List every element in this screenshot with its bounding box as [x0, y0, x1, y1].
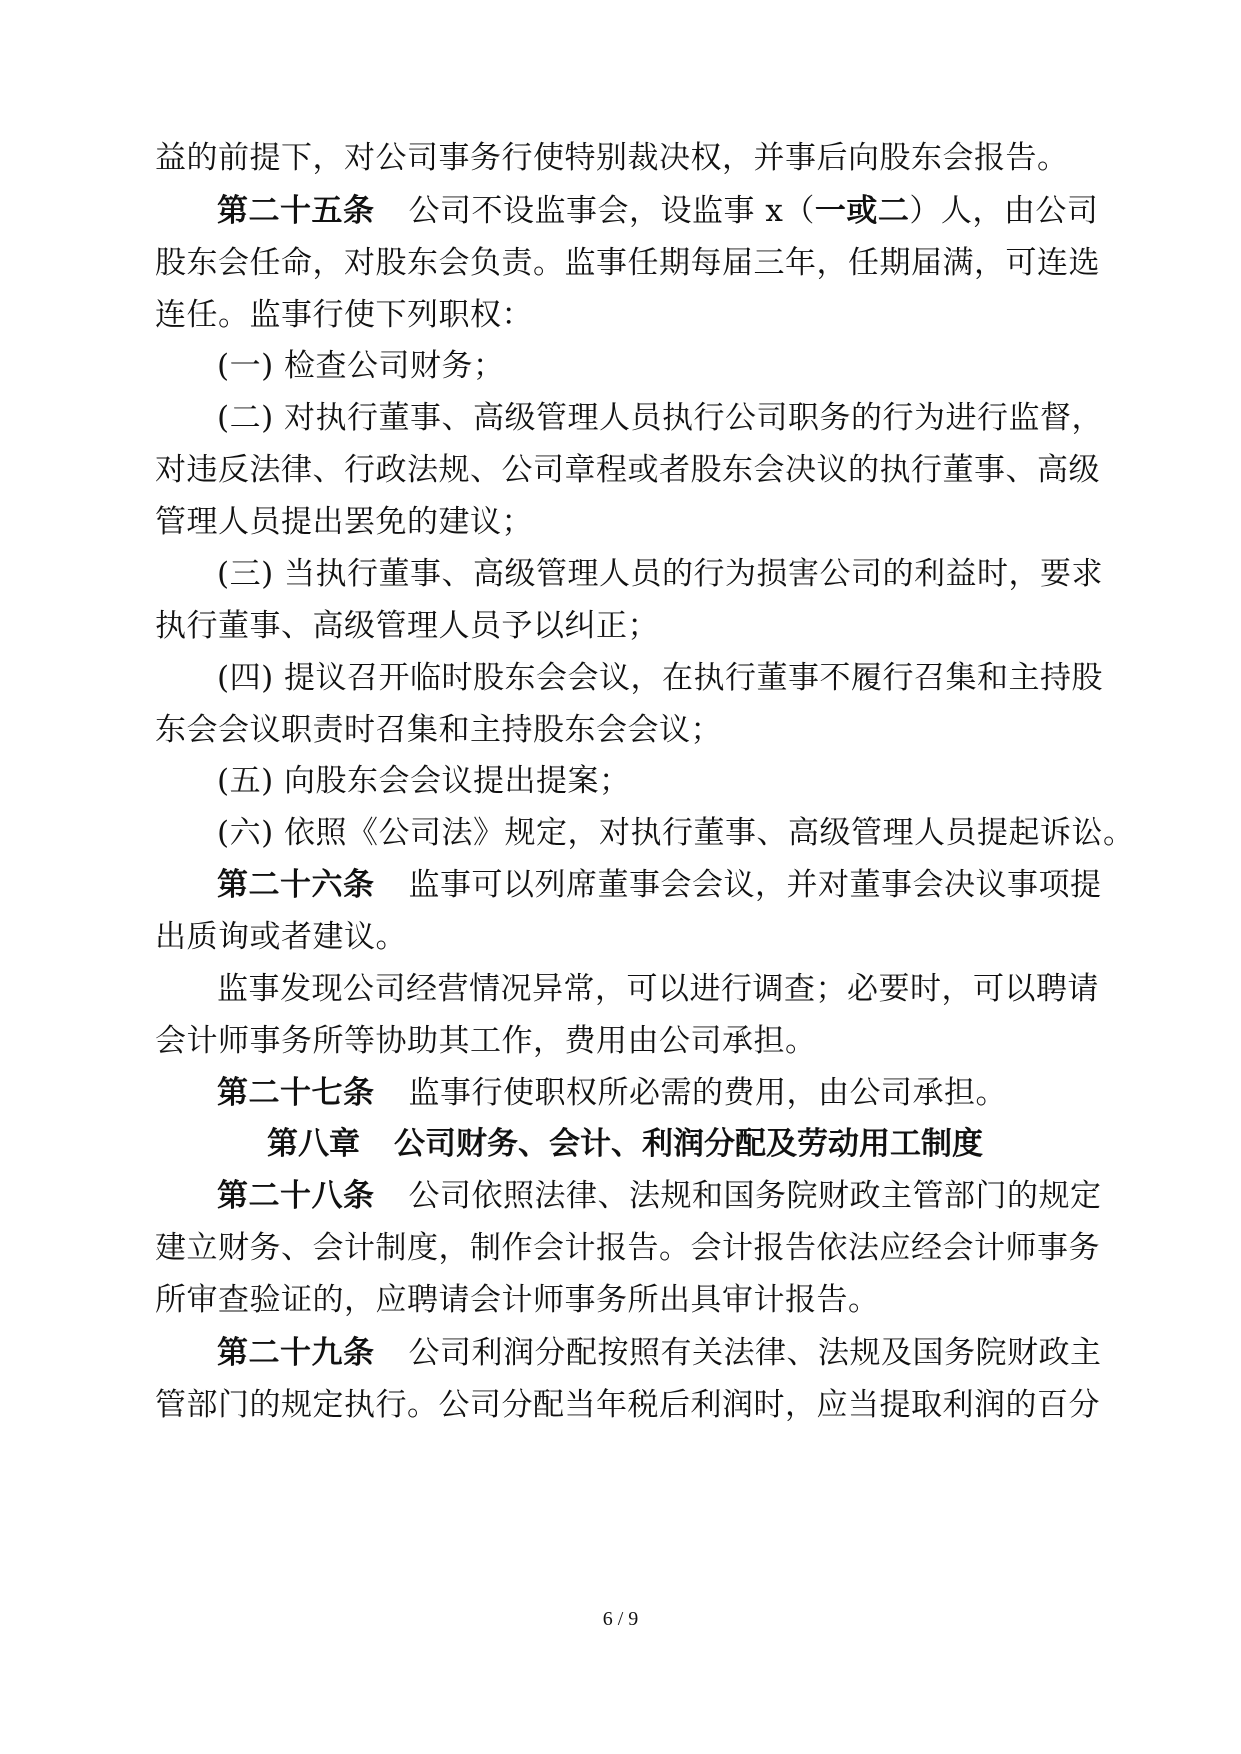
chapter-heading — [155, 1124, 1095, 1164]
text-line: 连任。监事行使下列职权： — [155, 297, 533, 333]
article-28-line-1: 第二十八条 公司依照法律、法规和国务院财政主管部门的规定 — [217, 1178, 1102, 1214]
list-item: (二) 对执行董事、高级管理人员执行公司职务的行为进行监督， — [217, 400, 1104, 436]
text-line: 益的前提下，对公司事务行使特别裁决权，并事后向股东会报告。 — [155, 140, 1069, 176]
article-26-line-1: 第二十六条 监事可以列席董事会会议，并对董事会决议事项提 — [217, 867, 1102, 903]
text-line: 管部门的规定执行。公司分配当年税后利润时，应当提取利润的百分 — [155, 1387, 1100, 1423]
text-line: 管理人员提出罢免的建议； — [155, 504, 533, 540]
list-item: (一) 检查公司财务； — [217, 348, 505, 384]
text-line: 股东会任命，对股东会负责。监事任期每届三年，任期届满，可连选 — [155, 245, 1100, 281]
chapter-title: 公司财务、会计、利润分配及劳动用工制度 — [394, 1126, 983, 1162]
article-29-heading: 第二十九条 — [217, 1335, 375, 1371]
article-27-heading: 第二十七条 — [217, 1075, 375, 1111]
text-line: 出质询或者建议。 — [155, 919, 407, 955]
text-line: 对违反法律、行政法规、公司章程或者股东会决议的执行董事、高级 — [155, 452, 1100, 488]
article-27-line-1: 第二十七条 监事行使职权所必需的费用，由公司承担。 — [217, 1075, 1007, 1111]
article-28-heading: 第二十八条 — [217, 1178, 375, 1214]
list-item: (六) 依照《公司法》规定，对执行董事、高级管理人员提起诉讼。 — [217, 815, 1135, 851]
page-number: 6 / 9 — [602, 1608, 639, 1630]
article-25-line-1: 第二十五条 公司不设监事会，设监事 x（一或二）人，由公司 — [217, 193, 1099, 229]
list-item: (三) 当执行董事、高级管理人员的行为损害公司的利益时，要求 — [217, 556, 1104, 592]
text-line: 建立财务、会计制度，制作会计报告。会计报告依法应经会计师事务 — [155, 1230, 1100, 1266]
article-25-heading: 第二十五条 — [217, 193, 375, 229]
text-line: 东会会议职责时召集和主持股东会会议； — [155, 712, 722, 748]
text-line: 监事发现公司经营情况异常，可以进行调查；必要时，可以聘请 — [217, 971, 1099, 1007]
article-29-line-1: 第二十九条 公司利润分配按照有关法律、法规及国务院财政主 — [217, 1335, 1102, 1371]
list-item: (五) 向股东会会议提出提案； — [217, 763, 631, 799]
chapter-number: 第八章 — [267, 1126, 360, 1162]
text-line: 会计师事务所等协助其工作，费用由公司承担。 — [155, 1023, 817, 1059]
text-line: 所审查验证的，应聘请会计师事务所出具审计报告。 — [155, 1282, 880, 1318]
text-line: 执行董事、高级管理人员予以纠正； — [155, 608, 659, 644]
list-item: (四) 提议召开临时股东会会议，在执行董事不履行召集和主持股 — [217, 660, 1104, 696]
article-26-heading: 第二十六条 — [217, 867, 375, 903]
